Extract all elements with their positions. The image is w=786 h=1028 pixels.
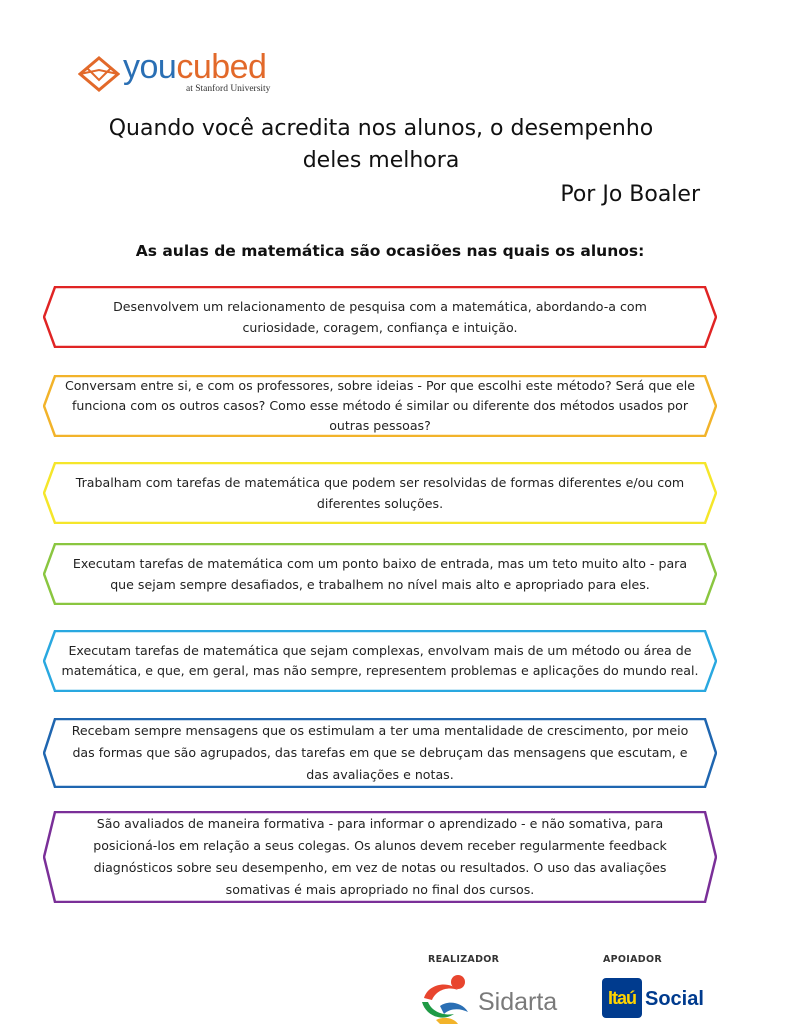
callout-box-1: [43, 286, 717, 348]
callout-text: Executam tarefas de matemática com um ponto baixo de entrada, mas um teto muito alto - para que sejam sempre desafiados, e trabalhem no nível mais alto e apropriado para eles.: [72, 556, 688, 592]
sidarta-logo: [418, 972, 568, 1024]
callout-text: Conversam entre si, e com os professores, sobre ideias - Por que escolhi este método? Será que ele funciona com os outros casos? Como esse método é similar ou diferente dos métodos usados por outras pessoas?: [64, 378, 696, 433]
logo-wordmark: youcubed: [123, 48, 267, 86]
itau-social-logo: [602, 974, 722, 1022]
logo-subtitle: at Stanford University: [186, 84, 271, 94]
callout-box-2: [43, 375, 717, 437]
sidarta-wordmark: Sidarta: [478, 988, 558, 1016]
author-byline: Por Jo Boaler: [560, 182, 700, 207]
realizador-label: REALIZADOR: [428, 954, 500, 965]
apoiador-label: APOIADOR: [603, 954, 662, 965]
sidarta-emblem-icon: [418, 972, 474, 1024]
callout-text: Executam tarefas de matemática que sejam complexas, envolvam mais de um método ou área de matemática, e que, em geral, mas não sempre, representem problemas e aplicações do mundo real.: [61, 643, 699, 678]
itau-logo-box: Itaú: [602, 978, 642, 1018]
callout-box-4: [43, 543, 717, 605]
callout-box-6: [43, 718, 717, 788]
page-title: Quando você acredita nos alunos, o desempenho deles melhora: [108, 116, 654, 173]
callout-box-7: [43, 811, 717, 903]
callout-text: São avaliados de maneira formativa - para informar o aprendizado - e não somativa, para posicioná-los em relação a seus colegas. Os alunos devem receber regularmente feedback diagnósticos sobre seu desempenho, em vez de notas ou resultados. O uso das avaliações somativas é mais apropriado no final dos cursos.: [93, 816, 667, 897]
cube-icon: [78, 56, 120, 92]
youcubed-logo: [78, 48, 308, 100]
section-heading: As aulas de matemática são ocasiões nas quais os alunos:: [135, 242, 645, 260]
callout-text: Desenvolvem um relacionamento de pesquisa com a matemática, abordando-a com curiosidade, coragem, confiança e intuição.: [113, 299, 647, 335]
callout-box-3: [43, 462, 717, 524]
callout-text: Trabalham com tarefas de matemática que podem ser resolvidas de formas diferentes e/ou com diferentes soluções.: [75, 475, 685, 511]
callout-box-5: [43, 630, 717, 692]
itau-social-wordmark: Social: [645, 988, 704, 1010]
callout-text: Recebam sempre mensagens que os estimulam a ter uma mentalidade de crescimento, por meio das formas que são agrupados, das tarefas em que se debruçam das mensagens que escutam, e das avaliações e notas.: [71, 723, 689, 782]
